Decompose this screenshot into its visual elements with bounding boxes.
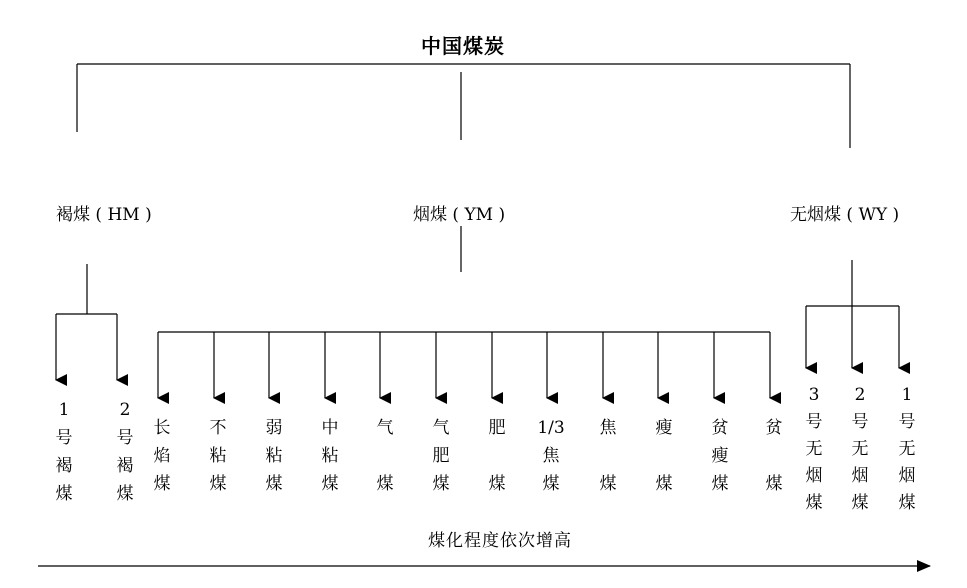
char: 贫: [711, 418, 729, 438]
char: 无: [851, 439, 869, 459]
char: 烟: [898, 466, 916, 486]
category-bituminous: 烟煤 ( YM ): [413, 205, 506, 225]
char: 煤: [209, 474, 227, 494]
char: 煤: [488, 474, 506, 494]
char: [652, 442, 676, 470]
bituminous-type-2: [206, 414, 230, 498]
char: 号: [898, 412, 916, 432]
char: 煤: [765, 474, 783, 494]
bituminous-type-9: [596, 414, 620, 498]
char: 2: [854, 385, 866, 405]
char: 焦: [599, 418, 617, 438]
char: 煤: [153, 474, 171, 494]
bituminous-type-1: [150, 414, 174, 498]
char: 贫: [765, 418, 783, 438]
bituminous-type-6: [429, 414, 453, 498]
char: 号: [851, 412, 869, 432]
bituminous-type-3: [262, 414, 286, 498]
char: 肥: [488, 418, 506, 438]
char: [373, 442, 397, 470]
anthracite-type-2: [848, 382, 872, 517]
char: 号: [55, 428, 73, 448]
category-lignite: 褐煤 ( HM ): [56, 205, 152, 225]
anthracite-type-3: [802, 382, 826, 517]
char: 号: [805, 412, 823, 432]
bituminous-arrows: [158, 332, 770, 398]
char: 煤: [851, 493, 869, 513]
bituminous-type-5: [373, 414, 397, 498]
char: 3: [808, 385, 820, 405]
char: 气: [376, 418, 394, 438]
char: 气: [432, 418, 450, 438]
char: 煤: [898, 493, 916, 513]
char: 焰: [153, 446, 171, 466]
char: 1: [901, 385, 913, 405]
char: 瘦: [655, 418, 673, 438]
char: 粘: [209, 446, 227, 466]
lignite-type-1: [52, 396, 76, 508]
char: 1/3: [537, 418, 565, 438]
bituminous-type-10: [652, 414, 676, 498]
char: 褐: [55, 456, 73, 476]
char: 2: [119, 400, 131, 420]
char: 无: [898, 439, 916, 459]
char: 不: [209, 418, 227, 438]
bituminous-type-7: [485, 414, 509, 498]
char: [596, 442, 620, 470]
char: [762, 442, 786, 470]
char: 中: [321, 418, 339, 438]
char: 弱: [265, 418, 283, 438]
bituminous-type-4: [318, 414, 342, 498]
bituminous-type-11: [708, 414, 732, 498]
anthracite-type-1: [895, 382, 919, 517]
char: 烟: [851, 466, 869, 486]
char: 煤: [542, 474, 560, 494]
char: 煤: [265, 474, 283, 494]
char: 烟: [805, 466, 823, 486]
char: 煤: [599, 474, 617, 494]
char: 焦: [542, 446, 560, 466]
char: 煤: [432, 474, 450, 494]
char: 1: [58, 400, 70, 420]
diagram-title: 中国煤炭: [421, 34, 505, 58]
progress-label: 煤化程度依次增高: [428, 531, 572, 551]
char: 煤: [711, 474, 729, 494]
char: 号: [116, 428, 134, 448]
char: 褐: [116, 456, 134, 476]
char: 煤: [55, 484, 73, 504]
char: 煤: [321, 474, 339, 494]
char: 长: [153, 418, 171, 438]
char: 煤: [655, 474, 673, 494]
char: 肥: [432, 446, 450, 466]
char: 煤: [376, 474, 394, 494]
char: 粘: [265, 446, 283, 466]
char: 煤: [805, 493, 823, 513]
char: 煤: [116, 484, 134, 504]
char: 瘦: [711, 446, 729, 466]
char: 无: [805, 439, 823, 459]
category-anthracite: 无烟煤 ( WY ): [790, 205, 900, 225]
char: 粘: [321, 446, 339, 466]
bituminous-type-8: [534, 414, 568, 498]
bituminous-type-12: [762, 414, 786, 498]
char: [485, 442, 509, 470]
lignite-type-2: [113, 396, 137, 508]
